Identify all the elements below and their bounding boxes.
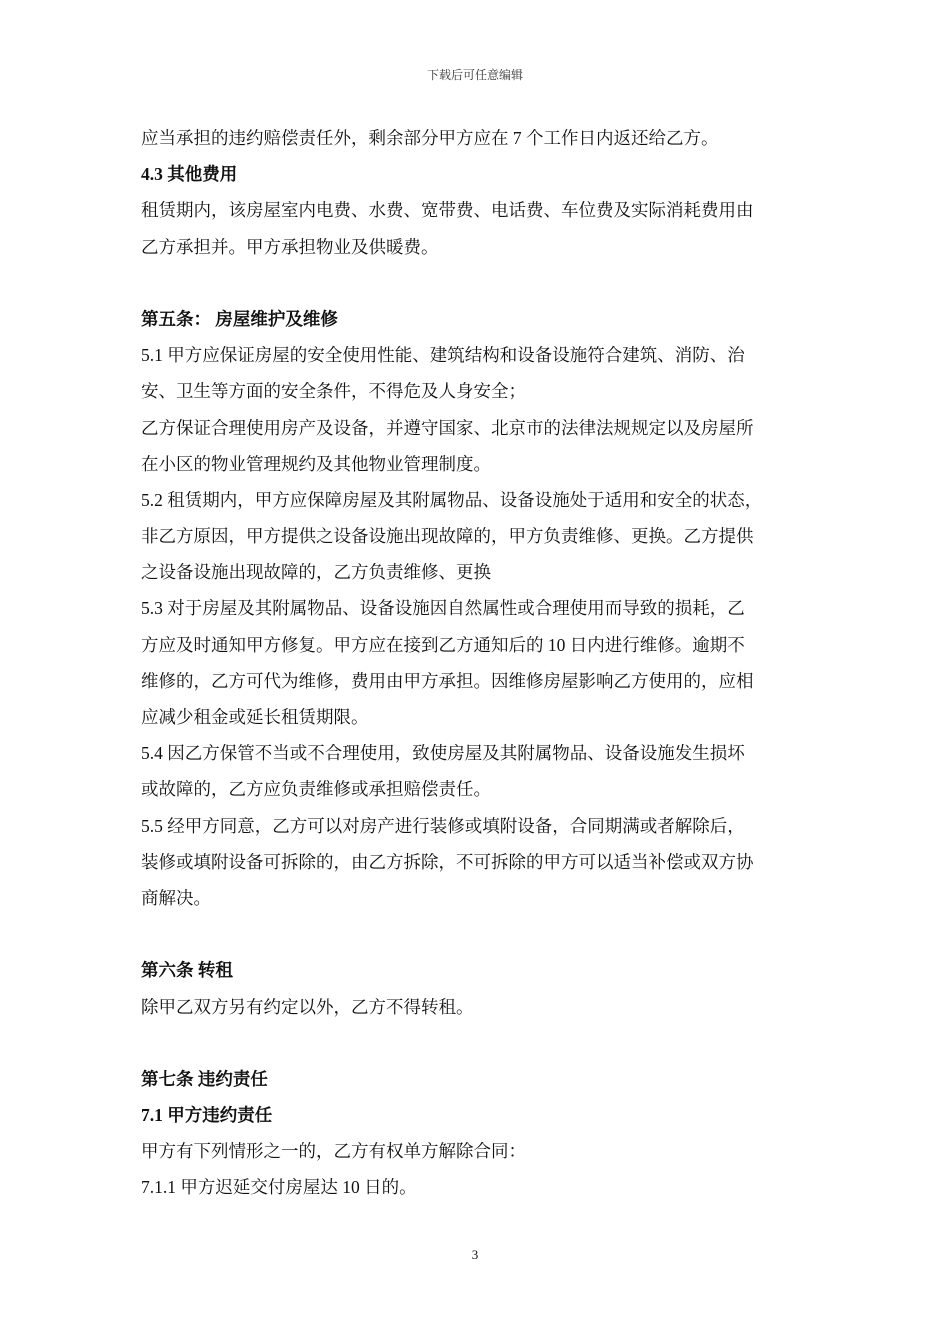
body-line: 乙方承担并。甲方承担物业及供暖费。 xyxy=(141,236,439,257)
body-line: 5.4 因乙方保管不当或不合理使用，致使房屋及其附属物品、设备设施发生损坏 xyxy=(141,743,745,764)
body-line: 5.1 甲方应保证房屋的安全使用性能、建筑结构和设备设施符合建筑、消防、治 xyxy=(141,345,745,366)
page-header: 下载后可任意编辑 xyxy=(426,68,523,82)
page-number: 3 xyxy=(471,1247,479,1262)
section-heading: 第七条 违约责任 xyxy=(141,1068,268,1089)
body-line: 乙方保证合理使用房产及设备，并遵守国家、北京市的法律法规规定以及房屋所 xyxy=(141,417,754,438)
body-line: 商解决。 xyxy=(141,887,211,908)
body-line: 应减少租金或延长租赁期限。 xyxy=(141,707,369,727)
body-line: 应当承担的违约赔偿责任外，剩余部分甲方应在 7 个工作日内返还给乙方。 xyxy=(141,128,719,148)
document-body xyxy=(141,120,831,1206)
section-heading: 第六条 转租 xyxy=(141,960,233,981)
blank-line xyxy=(141,916,831,952)
body-line: 维修的，乙方可代为维修，费用由甲方承担。因维修房屋影响乙方使用的，应相 xyxy=(141,670,754,691)
body-line: 甲方有下列情形之一的，乙方有权单方解除合同： xyxy=(141,1141,526,1162)
body-line: 非乙方原因，甲方提供之设备设施出现故障的，甲方负责维修、更换。乙方提供 xyxy=(141,526,754,547)
body-line: 安、卫生等方面的安全条件，不得危及人身安全； xyxy=(141,381,526,402)
body-line: 装修或填附设备可拆除的，由乙方拆除，不可拆除的甲方可以适当补偿或双方协 xyxy=(141,851,754,872)
body-line: 除甲乙双方另有约定以外，乙方不得转租。 xyxy=(141,996,474,1017)
body-line: 7.1.1 甲方迟延交付房屋达 10 日的。 xyxy=(141,1177,417,1198)
body-line: 5.5 经甲方同意，乙方可以对房产进行装修或填附设备，合同期满或者解除后， xyxy=(141,815,745,836)
body-line: 5.2 租赁期内，甲方应保障房屋及其附属物品、设备设施处于适用和安全的状态， xyxy=(141,489,763,510)
body-line: 5.3 对于房屋及其附属物品、设备设施因自然属性或合理使用而导致的损耗，乙 xyxy=(141,598,745,619)
body-line: 方应及时通知甲方修复。甲方应在接到乙方通知后的 10 日内进行维修。逾期不 xyxy=(141,634,745,655)
body-line: 在小区的物业管理规约及其他物业管理制度。 xyxy=(141,453,491,474)
blank-line xyxy=(141,1025,831,1061)
section-heading: 7.1 甲方违约责任 xyxy=(141,1105,273,1126)
section-heading: 4.3 其他费用 xyxy=(141,164,238,185)
body-line: 或故障的，乙方应负责维修或承担赔偿责任。 xyxy=(141,779,491,800)
section-heading: 第五条： 房屋维护及维修 xyxy=(141,308,338,329)
body-line: 租赁期内，该房屋室内电费、水费、宽带费、电话费、车位费及实际消耗费用由 xyxy=(141,200,754,221)
blank-line xyxy=(141,265,831,301)
body-line: 之设备设施出现故障的，乙方负责维修、更换 xyxy=(141,562,491,583)
